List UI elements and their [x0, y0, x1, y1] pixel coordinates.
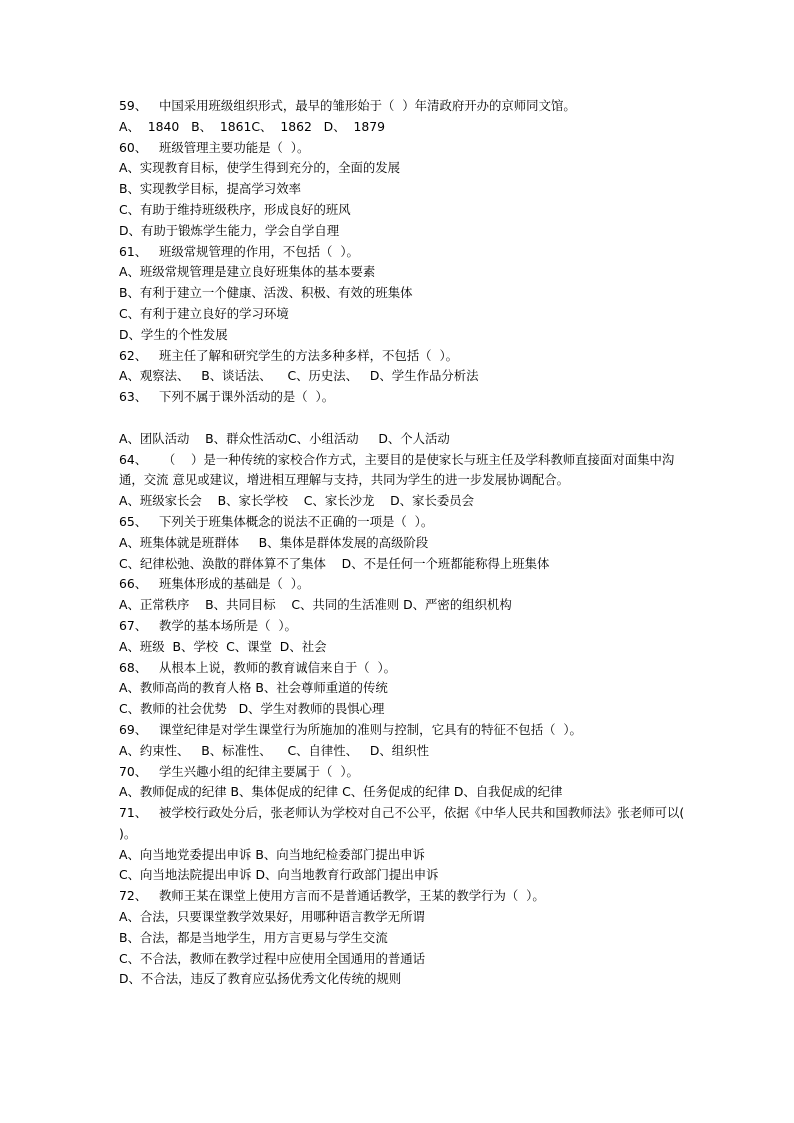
question-72-stem: 72、 教师王某在课堂上使用方言而不是普通话教学，王某的教学行为（ ）。	[119, 888, 545, 904]
question-65-options-cd: C、纪律松弛、涣散的群体算不了集体 D、不是任何一个班都能称得上班集体	[119, 555, 550, 571]
question-60-option-d: D、有助于锻炼学生能力，学会自学自理	[119, 222, 340, 238]
question-70-stem: 70、 学生兴趣小组的纪律主要属于（ ）。	[119, 763, 359, 779]
question-68-stem: 68、 从根本上说，教师的教育诚信来自于（ ）。	[119, 659, 397, 675]
question-61-option-b: B、有利于建立一个健康、活泼、积极、有效的班集体	[119, 285, 413, 301]
question-63-options: A、团队活动 B、群众性活动C、小组活动 D、个人活动	[119, 430, 450, 446]
question-63-stem: 63、 下列不属于课外活动的是（ ）。	[119, 389, 335, 405]
blank-line	[119, 408, 685, 429]
question-71-stem: 71、 被学校行政处分后，张老师认为学校对自己不公平，依据《中华人民共和国教师法》张老师可以( )。	[119, 805, 689, 841]
question-61-stem: 61、 班级常规管理的作用，不包括（ ）。	[119, 243, 359, 259]
question-68-options-ab: A、教师高尚的教育人格 B、社会尊师重道的传统	[119, 680, 388, 696]
question-66-options: A、正常秩序 B、共同目标 C、共同的生活准则 D、严密的组织机构	[119, 597, 512, 613]
question-67-options: A、班级 B、学校 C、课堂 D、社会	[119, 638, 327, 654]
question-59-options: A、 1840 B、 1861C、 1862 D、 1879	[119, 118, 386, 134]
question-72-option-a: A、合法，只要课堂教学效果好，用哪种语言教学无所谓	[119, 909, 425, 925]
question-61-option-d: D、学生的个性发展	[119, 326, 228, 342]
question-64-stem: 64、 （ ）是一种传统的家校合作方式，主要目的是使家长与班主任及学科教师直接面对面集中沟通，交流 意见或建议，增进相互理解与支持，共同为学生的进一步发展协调配合。	[119, 451, 675, 488]
question-69-stem: 69、 课堂纪律是对学生课堂行为所施加的准则与控制，它具有的特征不包括（ ）。	[119, 721, 582, 737]
question-70-options: A、教师促成的纪律 B、集体促成的纪律 C、任务促成的纪律 D、自我促成的纪律	[119, 784, 563, 800]
question-61-option-a: A、班级常规管理是建立良好班集体的基本要素	[119, 264, 376, 280]
question-list	[119, 96, 689, 990]
question-67-stem: 67、 教学的基本场所是（ ）。	[119, 617, 297, 633]
question-62-options: A、观察法、 B、谈话法、 C、历史法、 D、学生作品分析法	[119, 368, 479, 384]
question-71-options-ab: A、向当地党委提出申诉 B、向当地纪检委部门提出申诉	[119, 846, 425, 862]
question-72-option-c: C、不合法，教师在教学过程中应使用全国通用的普通话	[119, 950, 426, 966]
question-68-options-cd: C、教师的社会优势 D、学生对教师的畏惧心理	[119, 701, 385, 717]
question-72-option-b: B、合法，都是当地学生，用方言更易与学生交流	[119, 929, 388, 945]
question-65-options-ab: A、班集体就是班群体 B、集体是群体发展的高级阶段	[119, 534, 429, 550]
question-66-stem: 66、 班集体形成的基础是（ ）。	[119, 576, 310, 592]
question-60-stem: 60、 班级管理主要功能是（ ）。	[119, 139, 310, 155]
question-65-stem: 65、 下列关于班集体概念的说法不正确的一项是（ ）。	[119, 513, 434, 529]
question-60-option-c: C、有助于维持班级秩序，形成良好的班风	[119, 201, 351, 217]
question-61-option-c: C、有利于建立良好的学习环境	[119, 305, 289, 321]
question-64-options: A、班级家长会 B、家长学校 C、家长沙龙 D、家长委员会	[119, 493, 475, 509]
question-69-options: A、约束性、 B、标准性、 C、自律性、 D、组织性	[119, 742, 429, 758]
question-60-option-b: B、实现教学目标，提高学习效率	[119, 181, 301, 197]
question-71-options-cd: C、向当地法院提出申诉 D、向当地教育行政部门提出申诉	[119, 867, 439, 883]
question-62-stem: 62、 班主任了解和研究学生的方法多种多样，不包括（ ）。	[119, 347, 459, 363]
question-60-option-a: A、实现教育目标，使学生得到充分的，全面的发展	[119, 160, 401, 176]
question-59-stem: 59、 中国采用班级组织形式，最早的雏形始于（ ）年清政府开办的京师同文馆。	[119, 98, 576, 113]
question-72-option-d: D、不合法，违反了教育应弘扬优秀文化传统的规则	[119, 971, 402, 987]
